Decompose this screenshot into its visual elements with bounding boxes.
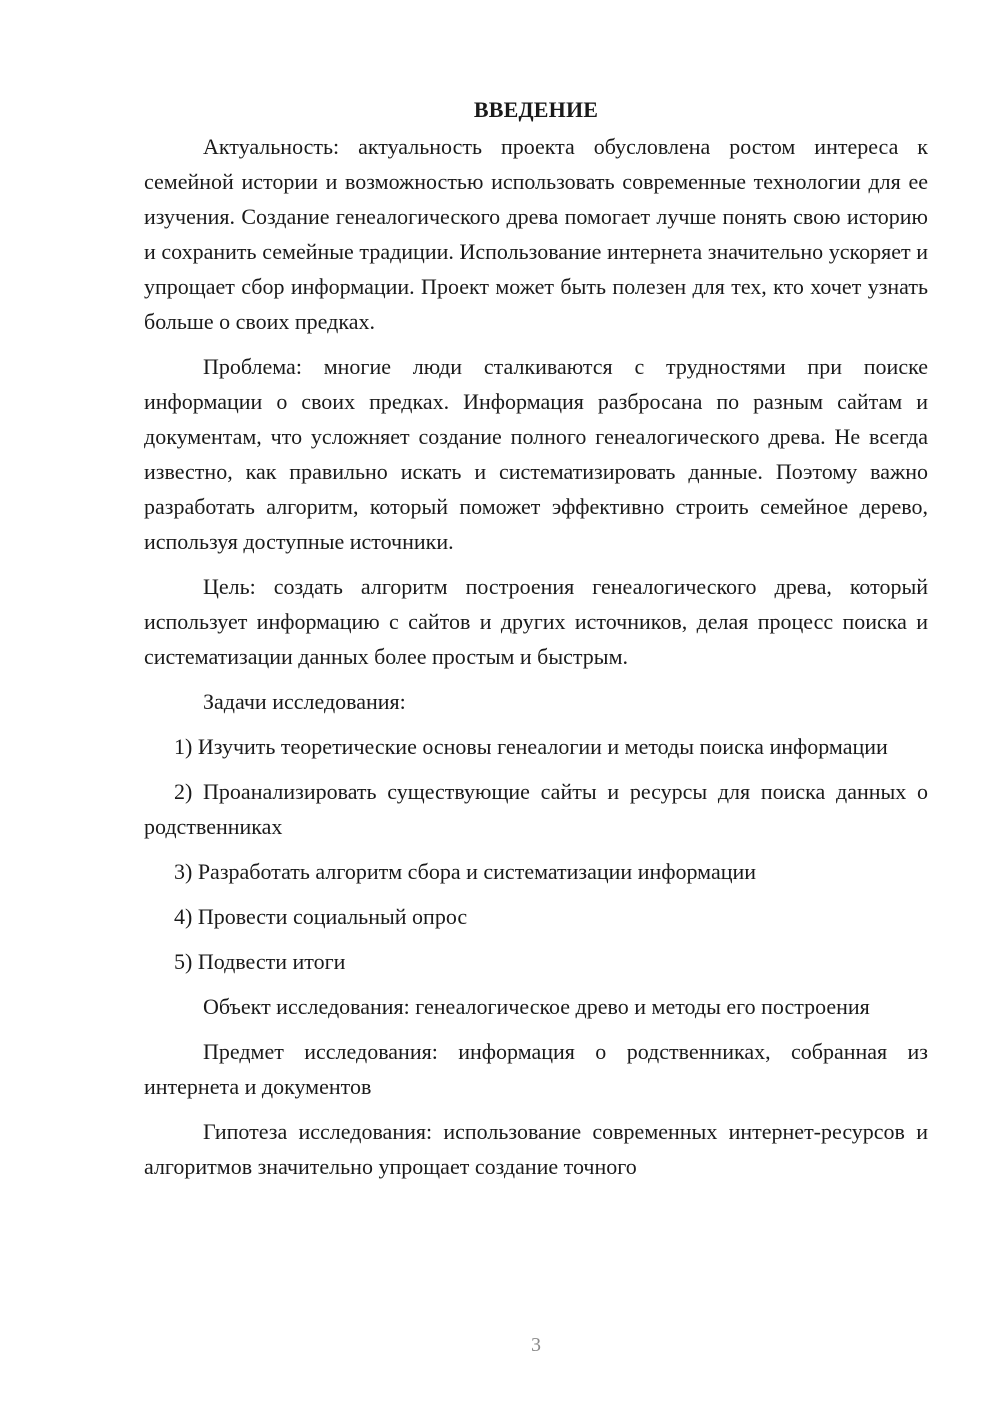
page-number: 3 <box>531 1334 541 1356</box>
document-page <box>144 92 928 1184</box>
subject-paragraph: Предмет исследования: информация о родственниках, собранная из интернета и документов <box>144 1039 928 1099</box>
task-item-3: 3) Разработать алгоритм сбора и систематизации информации <box>174 859 757 884</box>
relevance-paragraph: Актуальность: актуальность проекта обусловлена ростом интереса к семейной истории и возможностью использовать современные технологии для ее изучения. Создание генеалогического древа помогает лучше понять свою историю и сохранить семейные традиции. Использование интернета значительно ускоряет и упрощает сбор информации. Проект может быть полезен для тех, кто хочет узнать больше о своих предках. <box>144 134 928 334</box>
hypothesis-paragraph: Гипотеза исследования: использование современных интернет-ресурсов и алгоритмов значительно упрощает создание точного <box>144 1119 928 1179</box>
goal-paragraph: Цель: создать алгоритм построения генеалогического древа, который использует информацию с сайтов и других источников, делая процесс поиска и систематизации данных более простым и быстрым. <box>144 574 928 669</box>
tasks-heading: Задачи исследования: <box>203 689 406 714</box>
problem-paragraph: Проблема: многие люди сталкиваются с трудностями при поиске информации о своих предках. Информация разбросана по разным сайтам и документам, что усложняет создание полного генеалогического древа. Не всегда известно, как правильно искать и систематизировать данные. Поэтому важно разработать алгоритм, который поможет эффективно строить семейное дерево, используя доступные источники. <box>144 354 928 554</box>
task-item-1: 1) Изучить теоретические основы генеалогии и методы поиска информации <box>174 734 888 759</box>
task-item-4: 4) Провести социальный опрос <box>174 904 468 929</box>
task-item-2: 2) Проанализировать существующие сайты и ресурсы для поиска данных о родственниках <box>144 779 928 839</box>
page-title: ВВЕДЕНИЕ <box>473 97 599 122</box>
object-paragraph: Объект исследования: генеалогическое древо и методы его построения <box>203 994 870 1019</box>
task-item-5: 5) Подвести итоги <box>174 949 346 974</box>
